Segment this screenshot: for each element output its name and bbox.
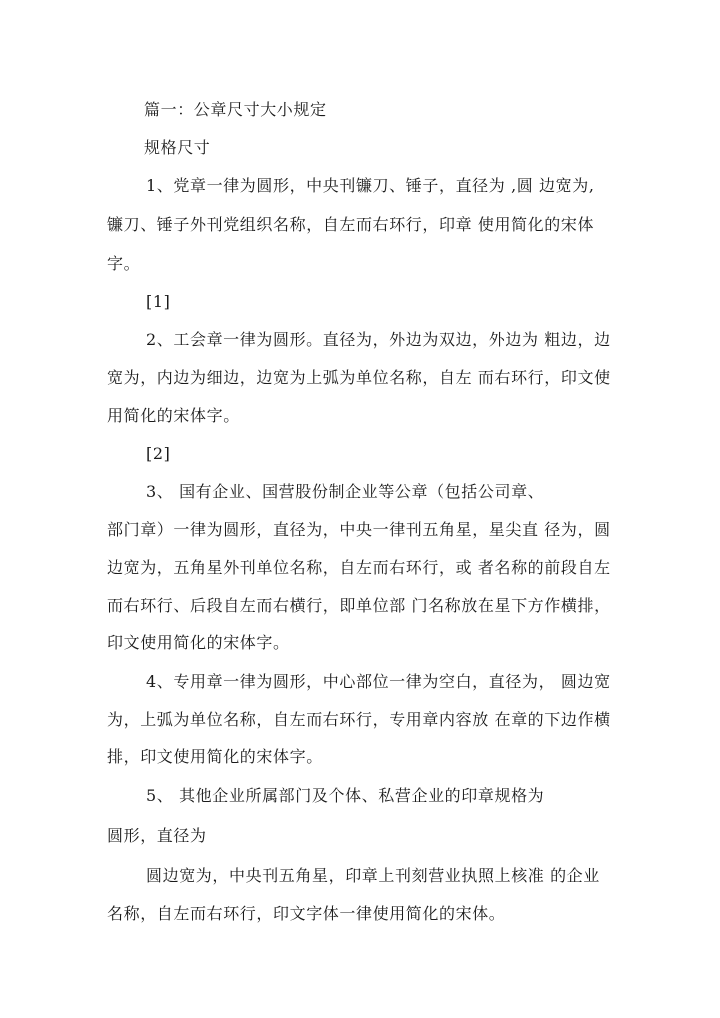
section-3-line-3: 边宽为，五角星外刊单位名称，自左而右环行，或 者名称的前段自左 [107, 558, 611, 577]
section-2-line-3: 用简化的宋体字。 [107, 406, 240, 425]
section-4-line-1: 4、专用章一律为圆形，中心部位一律为空白，直径为， 圆边宽 [146, 672, 611, 691]
section-4-line-2: 为，上弧为单位名称，自左而右环行，专用章内容放 在章的下边作横 [107, 710, 611, 729]
section-4-line-3: 排，印文使用简化的宋体字。 [107, 747, 323, 766]
section-3-line-4: 而右环行、后段自左而右横行，即单位部 门名称放在星下方作横排， [107, 596, 611, 615]
section-1-line-1: 1、党章一律为圆形，中央刊镰刀、锤子，直径为 ,圆 边宽为, [146, 176, 595, 195]
section-3-line-1: 3、 国有企业、国营股份制企业等公章（包括公司章、 [146, 482, 545, 501]
section-5-line-1: 5、 其他企业所属部门及个体、私营企业的印章规格为 [146, 786, 545, 805]
reference-1: [1] [146, 292, 171, 311]
section-3-line-2: 部门章）一律为圆形，直径为，中央一律刊五角星，星尖直 径为，圆 [107, 520, 611, 539]
section-3-line-5: 印文使用简化的宋体字。 [107, 633, 290, 652]
section-5-line-2: 圆形，直径为 [107, 826, 207, 845]
section-5-line-4: 名称，自左而右环行，印文字体一律使用简化的宋体。 [107, 904, 506, 923]
reference-2: [2] [146, 444, 171, 463]
section-1-line-3: 字。 [107, 254, 141, 273]
document-subheading: 规格尺寸 [144, 138, 211, 157]
section-5-line-3: 圆边宽为，中央刊五角星，印章上刊刻营业执照上核准 的企业 [146, 866, 600, 885]
document-heading: 篇一：公章尺寸大小规定 [144, 100, 327, 119]
section-1-line-2: 镰刀、锤子外刊党组织名称，自左而右环行，印章 使用简化的宋体 [107, 215, 595, 234]
section-2-line-2: 宽为，内边为细边，边宽为上弧为单位名称，自左 而右环行，印文使 [107, 368, 611, 387]
section-2-line-1: 2、工会章一律为圆形。直径为，外边为双边，外边为 粗边，边 [146, 330, 611, 349]
